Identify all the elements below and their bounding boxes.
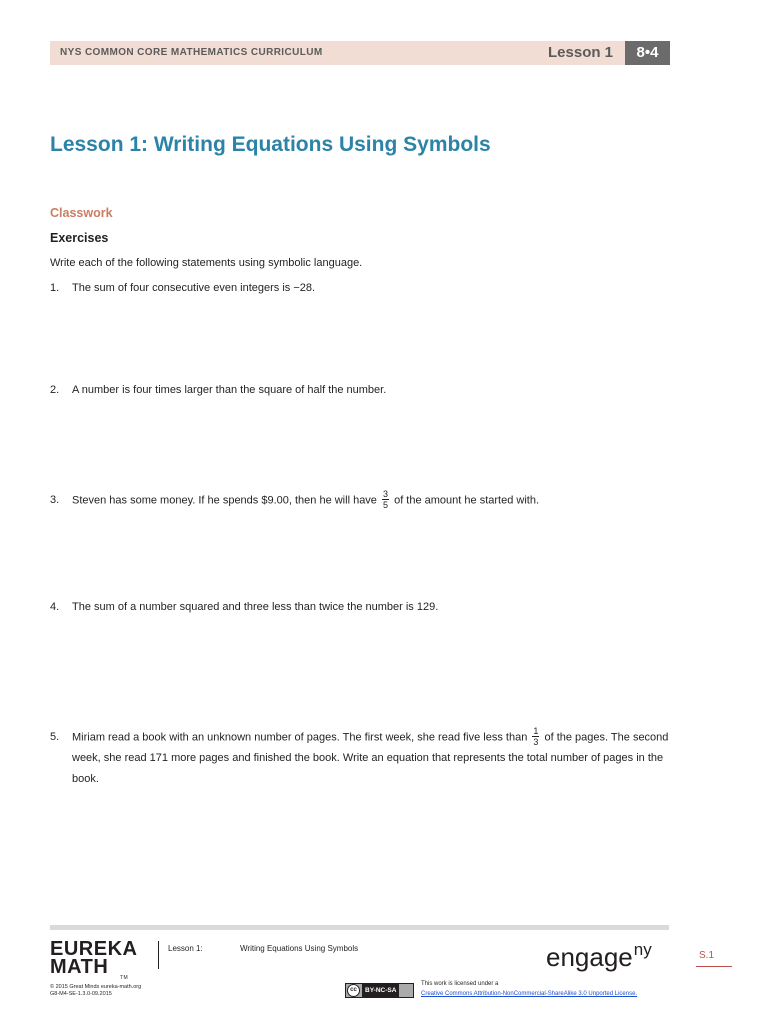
- copyright-line: © 2015 Great Minds eureka-math.org: [50, 984, 142, 990]
- exercise-text: Miriam read a book with an unknown number of pages. The first week, she read five less than: [72, 731, 528, 744]
- curriculum-label: NYS COMMON CORE MATHEMATICS CURRICULUM: [60, 47, 323, 58]
- creative-commons-badge: [345, 983, 414, 998]
- header-bar: [50, 41, 670, 65]
- document-code: G8-M4-SE-1.3.0-09.2015: [50, 991, 112, 997]
- eureka-math-logo: [50, 938, 138, 981]
- exercise-text: of the amount he started with.: [394, 494, 539, 507]
- trademark: TM: [120, 975, 129, 981]
- cc-icon: cc: [347, 984, 360, 997]
- footer-lesson: Lesson 1:: [168, 944, 203, 953]
- exercise-number: 2.: [50, 384, 60, 396]
- footer-rule: [50, 925, 669, 930]
- exercise-4: [50, 597, 670, 618]
- fraction-denominator: 5: [383, 500, 389, 510]
- fraction-denominator: 3: [533, 737, 539, 747]
- exercise-text: Steven has some money. If he spends $9.00, then he will have: [72, 494, 377, 507]
- exercise-text: of the pages. The second week, she read 171 more pages and finished the book. Write an equation that represents the total number of pages in the book.: [72, 731, 669, 786]
- page-number: S.1: [699, 950, 715, 961]
- engage-ny: ny: [633, 940, 652, 959]
- exercise-number: 3.: [50, 494, 60, 506]
- module-badge: 8•4: [625, 41, 670, 65]
- copyright: [50, 984, 141, 998]
- exercise-text: A number is four times larger than the square of half the number.: [72, 384, 387, 396]
- page-title: Lesson 1: Writing Equations Using Symbols: [50, 133, 491, 156]
- exercise-number: 5.: [50, 731, 60, 743]
- exercises-heading: Exercises: [50, 231, 109, 245]
- exercise-5: [50, 727, 670, 790]
- engageny-logo: [546, 940, 652, 973]
- classwork-heading: Classwork: [50, 206, 113, 220]
- cc-badge-text: BY-NC-SA: [362, 984, 399, 997]
- exercise-1: [50, 278, 670, 299]
- exercise-text: The sum of a number squared and three less than twice the number is 129.: [72, 601, 439, 613]
- intro-text: Write each of the following statements using symbolic language.: [50, 257, 363, 269]
- exercise-2: [50, 380, 670, 401]
- footer-lesson-title: Writing Equations Using Symbols: [240, 944, 359, 953]
- logo-line-2: MATH: [50, 956, 109, 978]
- fraction: [532, 726, 539, 747]
- exercise-3: [50, 490, 670, 511]
- exercise-number: 4.: [50, 601, 60, 613]
- logo-line-1: EUREKA: [50, 938, 138, 960]
- fraction-numerator: 1: [533, 726, 539, 736]
- license-text: This work is licensed under a: [421, 981, 499, 987]
- license-link[interactable]: Creative Commons Attribution-NonCommercial-ShareAlike 3.0 Unported License.: [421, 991, 638, 997]
- fraction: [382, 489, 389, 510]
- page-number-rule: [696, 966, 732, 967]
- engage-text: engage: [546, 942, 633, 972]
- exercise-number: 1.: [50, 282, 60, 294]
- lesson-label: Lesson 1: [548, 44, 614, 61]
- exercise-text: The sum of four consecutive even integers is −28.: [72, 282, 316, 294]
- footer-divider: [158, 941, 159, 969]
- fraction-numerator: 3: [383, 489, 389, 499]
